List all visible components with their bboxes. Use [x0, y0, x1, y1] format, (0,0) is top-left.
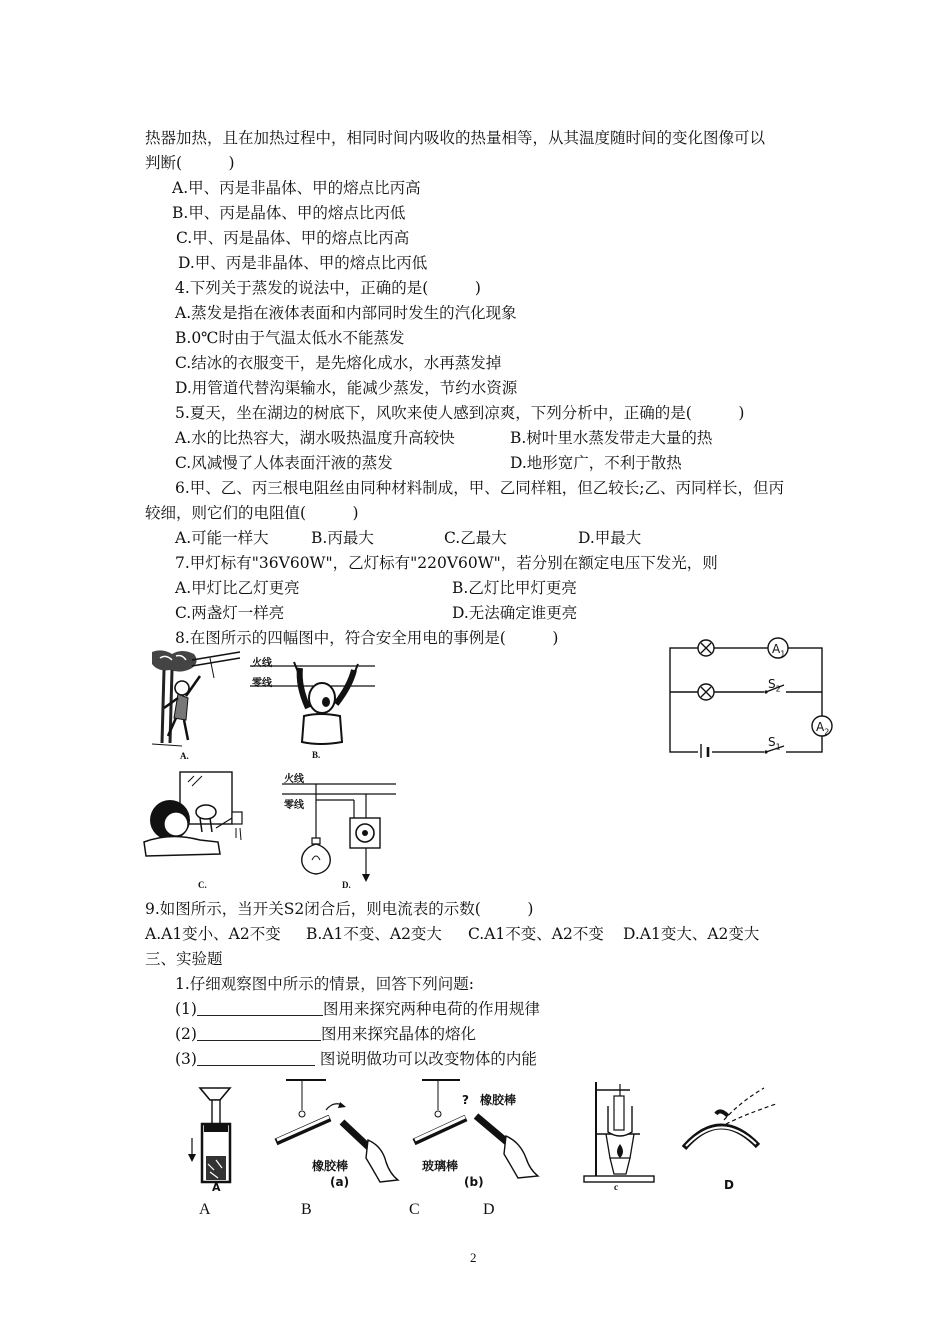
figure-8b-live-wire-label: 火线	[252, 658, 272, 669]
q9-option-c: C.A1不变、A2不变	[468, 925, 604, 943]
q6-option-c: C.乙最大	[444, 529, 507, 547]
glass-rod-label: 玻璃棒	[422, 1159, 459, 1173]
experiment-q1-item-3: (3) 图说明做功可以改变物体的内能	[175, 1050, 537, 1068]
q4-option-d: D.用管道代替沟渠输水，能减少蒸发，节约水资源	[175, 379, 518, 397]
q9-option-d: D.A1变大、A2变大	[623, 925, 760, 943]
experiment-figure-a-small-label: A	[212, 1181, 221, 1194]
answer-blank-2[interactable]	[197, 1024, 321, 1041]
q3-text-line2: 判断( )	[145, 154, 235, 172]
figure-8a-label: A.	[180, 751, 189, 761]
figure-8b-touching-wires	[250, 650, 378, 760]
caption-b: B	[301, 1201, 312, 1218]
q9-option-b: B.A1不变、A2变大	[306, 925, 442, 943]
q5-stem: 5.夏天，坐在湖边的树底下，风吹来使人感到凉爽，下列分析中，正确的是( )	[175, 404, 745, 422]
caption-d: D	[483, 1201, 495, 1218]
figure-8b-label: B.	[312, 750, 321, 760]
q4-stem: 4.下列关于蒸发的说法中，正确的是( )	[175, 279, 481, 297]
q5-option-d: D.地形宽广，不利于散热	[510, 454, 682, 472]
experiment-figure-c-small-label: c	[614, 1182, 618, 1192]
ammeter-a1-label: $A_1$	[772, 642, 786, 659]
figure-8d-label: D.	[342, 880, 351, 890]
figure-8d-neutral-wire-label: 零线	[284, 800, 304, 811]
q3-option-d: D.甲、丙是非晶体、甲的熔点比丙低	[178, 254, 428, 272]
experiment-figure-d-bending-wire	[680, 1086, 790, 1192]
figure-8b-neutral-wire-label: 零线	[252, 678, 272, 689]
q7-option-c: C.两盏灯一样亮	[175, 604, 285, 622]
q7-option-b: B.乙灯比甲灯更亮	[452, 579, 577, 597]
q5-option-c: C.风减慢了人体表面汗液的蒸发	[175, 454, 393, 472]
ammeter-a2-label: $A_2$	[816, 720, 830, 737]
experiment-figure-rubber-rods	[272, 1076, 404, 1188]
answer-blank-3[interactable]	[197, 1049, 315, 1066]
answer-blank-1[interactable]	[197, 999, 323, 1016]
experiment-figure-a-air-compression	[186, 1076, 246, 1198]
q6-option-d: D.甲最大	[578, 529, 642, 547]
question-mark-label: ?	[462, 1093, 469, 1107]
q9-option-a: A.A1变小、A2不变	[145, 925, 281, 943]
experiment-figure-d-small-label: D	[724, 1178, 734, 1192]
figure-8c-label: C.	[198, 880, 207, 890]
experiment-q1-item-2: (2) 图用来探究晶体的熔化	[175, 1025, 476, 1043]
switch-s2-label: $S_2$	[768, 677, 781, 694]
q7-option-d: D.无法确定谁更亮	[452, 604, 578, 622]
q5-option-a: A.水的比热容大，湖水吸热温度升高较快	[175, 429, 455, 447]
q7-option-a: A.甲灯比乙灯更亮	[175, 579, 300, 597]
caption-c: C	[409, 1201, 420, 1218]
figure-a-caption: (a)	[330, 1175, 350, 1189]
q6-stem-line2: 较细，则它们的电阻值( )	[145, 504, 359, 522]
figure-8d-live-wire-label: 火线	[284, 774, 304, 785]
caption-a: A	[199, 1201, 211, 1218]
q8-stem: 8.在图所示的四幅图中，符合安全用电的事例是( )	[175, 629, 559, 647]
rubber-rod-label-b: 橡胶棒	[480, 1093, 517, 1107]
experiment-q1-item-1: (1) 图用来探究两种电荷的作用规律	[175, 1000, 540, 1018]
q6-option-b: B.丙最大	[311, 529, 374, 547]
q6-stem-line1: 6.甲、乙、丙三根电阻丝由同种材料制成，甲、乙同样粗，但乙较长;乙、丙同样长，但丙	[175, 479, 785, 497]
q3-option-c: C.甲、丙是晶体、甲的熔点比丙高	[176, 229, 410, 247]
rubber-rod-label-a: 橡胶棒	[312, 1159, 349, 1173]
q4-option-c: C.结冰的衣服变干，是先熔化成水，水再蒸发掉	[175, 354, 502, 372]
circuit-diagram	[668, 636, 838, 758]
q3-option-a: A.甲、丙是非晶体、甲的熔点比丙高	[172, 179, 421, 197]
q3-text-line1: 热器加热，且在加热过程中，相同时间内吸收的热量相等，从其温度随时间的变化图像可以	[145, 129, 766, 147]
section-3-title: 三、实验题	[145, 950, 223, 968]
experiment-q1-stem: 1.仔细观察图中所示的情景，回答下列问题:	[175, 975, 475, 993]
q4-option-b: B.0℃时由于气温太低水不能蒸发	[175, 329, 405, 347]
figure-8a-tree-climbing	[142, 648, 242, 760]
q6-option-a: A.可能一样大	[175, 529, 269, 547]
page-number: 2	[470, 1250, 477, 1265]
experiment-figure-glass-rubber-rods	[408, 1076, 550, 1188]
q5-option-b: B.树叶里水蒸发带走大量的热	[510, 429, 713, 447]
figure-8d-bulb-wiring	[282, 770, 398, 888]
switch-s1-label: $S_1$	[768, 735, 781, 752]
q4-option-a: A.蒸发是指在液体表面和内部同时发生的汽化现象	[175, 304, 517, 322]
figure-b-caption: (b)	[464, 1175, 484, 1189]
q7-stem: 7.甲灯标有"36V60W"，乙灯标有"220V60W"，若分别在额定电压下发光，则	[175, 554, 718, 572]
experiment-figure-c-heating-apparatus	[580, 1076, 660, 1192]
q3-option-b: B.甲、丙是晶体、甲的熔点比丙低	[172, 204, 406, 222]
figure-8c-hair-dryer	[140, 768, 248, 890]
q9-stem: 9.如图所示，当开关S2闭合后，则电流表的示数( )	[145, 900, 534, 918]
